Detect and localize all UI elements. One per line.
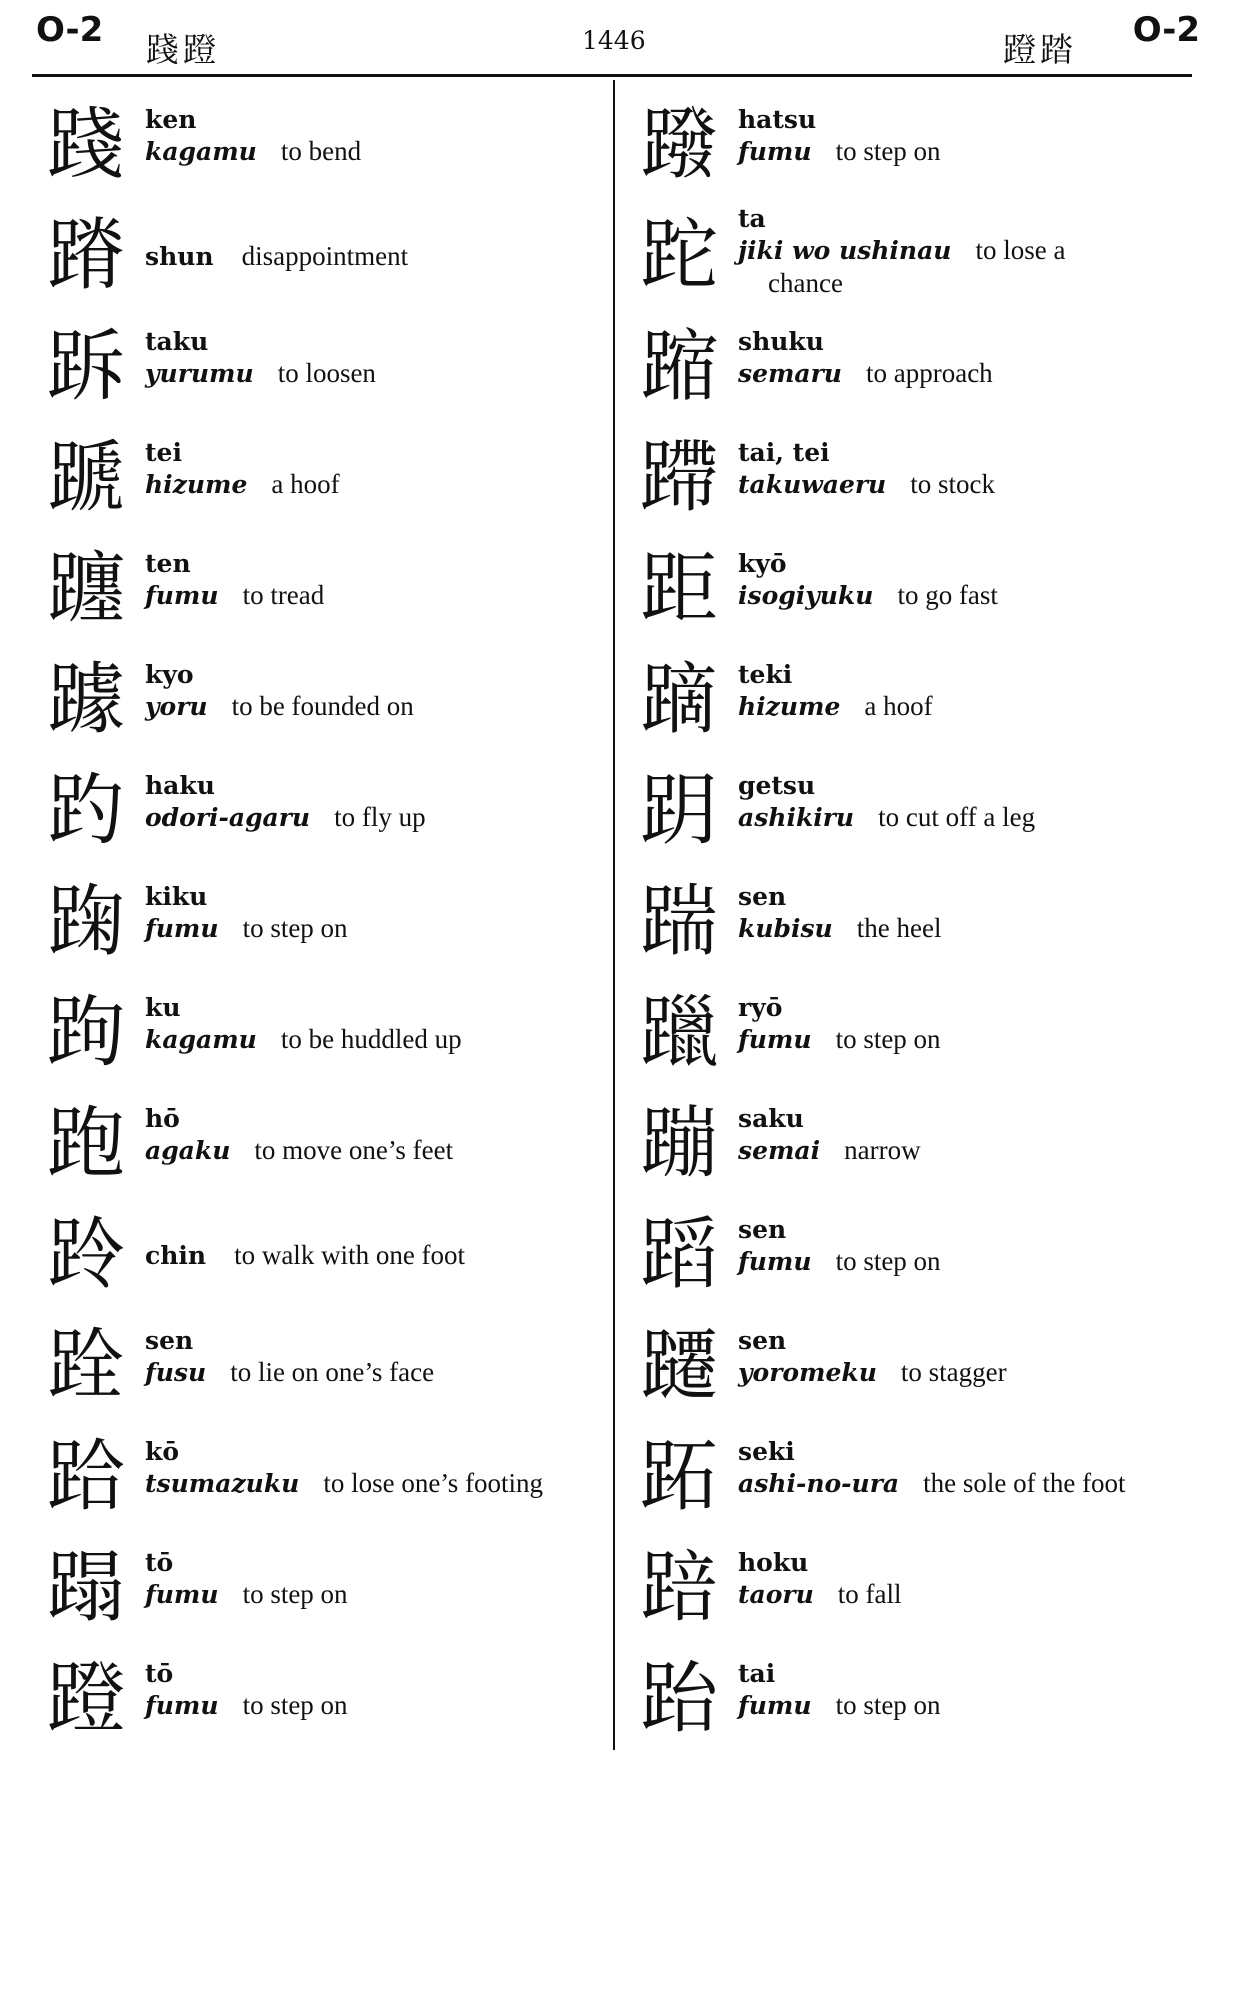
entry-kun-reading: hizume: [145, 470, 248, 499]
entry-kanji: 蹦: [639, 1099, 718, 1189]
left-column: [40, 95, 600, 1760]
entry-kun-reading: jiki wo ushinau: [738, 236, 952, 265]
entry-reading: saku: [738, 1104, 804, 1133]
entry-kanji: 趵: [46, 766, 125, 856]
entry-kanji: 跆: [639, 1654, 718, 1744]
entry-reading: tei: [145, 438, 182, 467]
entry-meaning: to step on: [835, 1024, 941, 1054]
entry-meaning: to be founded on: [231, 691, 414, 721]
entry-meaning: to lose one’s footing: [323, 1468, 544, 1498]
entry-kun-reading: fusu: [145, 1358, 207, 1387]
dictionary-entry: [633, 1205, 1203, 1316]
entry-meaning: to stock: [910, 469, 995, 499]
entry-kun-reading: fumu: [145, 1691, 219, 1720]
entry-kun-reading: fumu: [738, 1691, 812, 1720]
entry-reading: tai, tei: [738, 438, 830, 467]
entry-reading: teki: [738, 660, 793, 689]
dictionary-entry: [633, 95, 1203, 206]
dictionary-entry: [40, 1427, 600, 1538]
entry-meaning: to cut off a leg: [878, 802, 1036, 832]
entry-kanji: 蹜: [639, 322, 718, 412]
entry-kun-reading: taoru: [738, 1580, 814, 1609]
entry-reading: hō: [145, 1104, 180, 1133]
entry-reading: shun: [145, 242, 214, 271]
entry-kun-reading: fumu: [145, 914, 219, 943]
entry-reading: kō: [145, 1437, 179, 1466]
entry-kanji: 蹏: [46, 433, 125, 523]
dictionary-entry: [633, 1316, 1203, 1427]
entry-meaning: to approach: [865, 358, 993, 388]
entry-reading: ta: [738, 204, 766, 233]
dictionary-entry: [40, 1538, 600, 1649]
entry-kanji: 跉: [46, 1210, 125, 1300]
entry-meaning: the heel: [856, 913, 942, 943]
entry-meaning: to step on: [835, 1690, 941, 1720]
dictionary-entry: [40, 539, 600, 650]
dictionary-entry: [633, 761, 1203, 872]
entry-meaning: to fly up: [334, 802, 426, 832]
entry-reading: hoku: [738, 1548, 809, 1577]
entry-reading: kiku: [145, 882, 208, 911]
entry-meaning: to step on: [835, 1246, 941, 1276]
entry-kun-reading: kagamu: [145, 1025, 257, 1054]
entry-kanji: 距: [639, 544, 718, 634]
entry-meaning: disappointment: [241, 241, 409, 271]
entry-reading: ten: [145, 549, 191, 578]
header-guide-chars-left: 踐蹬: [146, 30, 220, 69]
entry-kun-reading: tsumazuku: [145, 1469, 300, 1498]
entry-meaning: the sole of the foot: [923, 1468, 1126, 1498]
entry-kun-reading: odori-agaru: [145, 803, 311, 832]
entry-kanji: 踣: [639, 1543, 718, 1633]
dictionary-entry: [633, 539, 1203, 650]
entry-kun-reading: kubisu: [738, 914, 833, 943]
dictionary-entry: [40, 317, 600, 428]
dictionary-entry: [40, 761, 600, 872]
entry-reading: ken: [145, 105, 197, 134]
entry-kanji: 蹳: [639, 100, 718, 190]
entry-kun-reading: takuwaeru: [738, 470, 887, 499]
dictionary-entry: [40, 1316, 600, 1427]
header-rule: [32, 74, 1192, 77]
entry-reading: ryō: [738, 993, 783, 1022]
entry-kun-reading: fumu: [738, 137, 812, 166]
entry-reading: sen: [738, 1326, 787, 1355]
dictionary-entry: [633, 1094, 1203, 1205]
page-header: [0, 0, 1240, 75]
dictionary-entry: [633, 1427, 1203, 1538]
entry-reading: kyo: [145, 660, 194, 689]
entry-kanji: 躚: [639, 1321, 718, 1411]
dictionary-entry: [633, 1649, 1203, 1760]
entry-kun-reading: isogiyuku: [738, 581, 874, 610]
dictionary-entry: [633, 1538, 1203, 1649]
dictionary-entry: [40, 650, 600, 761]
entry-meaning-continuation: chance: [768, 268, 843, 298]
entry-meaning: a hoof: [271, 469, 340, 499]
entry-reading: sen: [738, 1215, 787, 1244]
entry-kanji: 跔: [46, 988, 125, 1078]
dictionary-entry: [40, 428, 600, 539]
entry-kanji: 踹: [639, 877, 718, 967]
entry-kanji: 蹋: [46, 1543, 125, 1633]
entry-meaning: to be huddled up: [280, 1024, 462, 1054]
entry-kanji: 踘: [46, 877, 125, 967]
entry-meaning: to tread: [242, 580, 325, 610]
entry-reading: kyō: [738, 549, 787, 578]
dictionary-entry: [40, 206, 600, 317]
entry-reading: chin: [145, 1241, 207, 1270]
entry-meaning: narrow: [844, 1135, 921, 1165]
dictionary-entry: [40, 983, 600, 1094]
entry-kun-reading: ashikiru: [738, 803, 855, 832]
entry-meaning: to lie on one’s face: [230, 1357, 435, 1387]
dictionary-entry: [633, 983, 1203, 1094]
dictionary-entry: [40, 872, 600, 983]
entry-reading: taku: [145, 327, 209, 356]
dictionary-entry: [40, 95, 600, 206]
entry-kun-reading: yurumu: [145, 359, 254, 388]
entry-kun-reading: ashi-no-ura: [738, 1469, 900, 1498]
entry-meaning: to lose a: [975, 235, 1066, 265]
dictionary-entry: [40, 1205, 600, 1316]
dictionary-entry: [633, 428, 1203, 539]
entry-meaning: to step on: [242, 1690, 348, 1720]
entry-meaning: to fall: [837, 1579, 902, 1609]
entry-kanji: 跀: [639, 766, 718, 856]
entry-kun-reading: fumu: [145, 1580, 219, 1609]
dictionary-entry: [633, 650, 1203, 761]
page-number: 1446: [582, 26, 646, 55]
column-divider: [613, 80, 615, 1750]
entry-kun-reading: kagamu: [145, 137, 257, 166]
entry-kanji: 跧: [46, 1321, 125, 1411]
entry-reading: hatsu: [738, 105, 817, 134]
entry-meaning: to walk with one foot: [234, 1240, 466, 1270]
entry-reading: getsu: [738, 771, 816, 800]
entry-kun-reading: fumu: [738, 1025, 812, 1054]
dictionary-entry: [633, 872, 1203, 983]
entry-meaning: to step on: [835, 136, 941, 166]
entry-kun-reading: semaru: [738, 359, 842, 388]
entry-kanji: 躔: [46, 544, 125, 634]
entry-kun-reading: fumu: [738, 1247, 812, 1276]
entry-kun-reading: hizume: [738, 692, 841, 721]
entry-meaning: a hoof: [864, 691, 933, 721]
entry-meaning: to step on: [242, 913, 348, 943]
entry-meaning: to move one’s feet: [254, 1135, 454, 1165]
header-guide-chars-right: 蹬踏: [1003, 30, 1077, 69]
entry-reading: sen: [738, 882, 787, 911]
section-code-right: O-2: [1132, 10, 1200, 50]
entry-reading: seki: [738, 1437, 795, 1466]
entry-kun-reading: yoru: [145, 692, 208, 721]
entry-reading: shuku: [738, 327, 824, 356]
entry-kun-reading: agaku: [145, 1136, 231, 1165]
entry-reading: ku: [145, 993, 181, 1022]
entry-kanji: 跑: [46, 1099, 125, 1189]
entry-kanji: 躐: [639, 988, 718, 1078]
entry-kun-reading: yoromeku: [738, 1358, 877, 1387]
entry-meaning: to go fast: [897, 580, 998, 610]
entry-meaning: to bend: [280, 136, 362, 166]
entry-kanji: 跖: [639, 1432, 718, 1522]
entry-kanji: 躆: [46, 655, 125, 745]
entry-kun-reading: fumu: [145, 581, 219, 610]
entry-kanji: 蹛: [639, 433, 718, 523]
entry-meaning: to step on: [242, 1579, 348, 1609]
entry-reading: tō: [145, 1548, 174, 1577]
entry-reading: tō: [145, 1659, 174, 1688]
section-code-left: O-2: [36, 10, 104, 50]
right-column: [633, 95, 1203, 1760]
entry-kun-reading: semai: [738, 1136, 821, 1165]
entry-meaning: to stagger: [900, 1357, 1007, 1387]
entry-kanji: 蹢: [639, 655, 718, 745]
entry-reading: haku: [145, 771, 215, 800]
dictionary-entry: [40, 1094, 600, 1205]
entry-kanji: 跲: [46, 1432, 125, 1522]
dictionary-entry: [633, 206, 1203, 317]
entry-reading: sen: [145, 1326, 194, 1355]
entry-kanji: 蹈: [639, 1210, 718, 1300]
entry-kanji: 跅: [46, 322, 125, 412]
dictionary-entry: [40, 1649, 600, 1760]
dictionary-entry: [633, 317, 1203, 428]
entry-kanji: 蹐: [46, 211, 125, 301]
entry-kanji: 跎: [639, 211, 718, 301]
entry-meaning: to loosen: [277, 358, 376, 388]
entry-kanji: 蹬: [46, 1654, 125, 1744]
entry-reading: tai: [738, 1659, 776, 1688]
entry-kanji: 踐: [46, 100, 125, 190]
